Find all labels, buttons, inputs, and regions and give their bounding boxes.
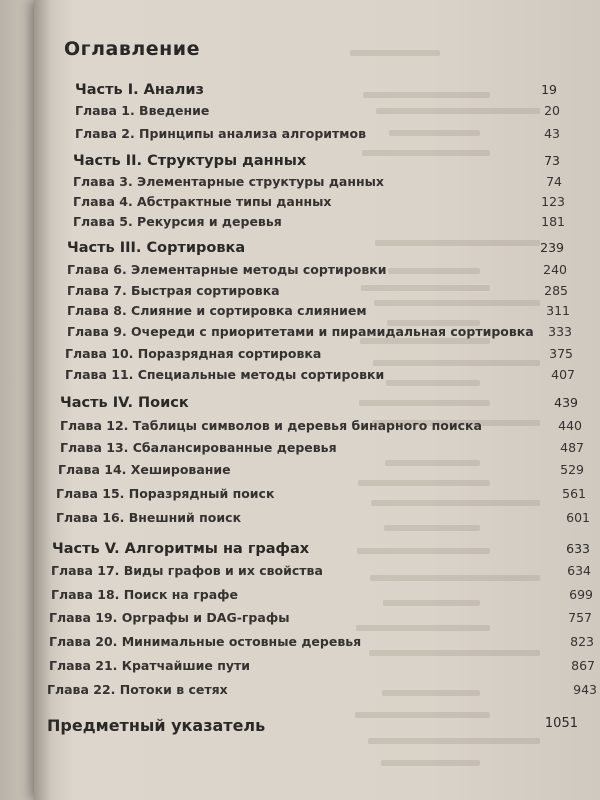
show-through-line [385,460,480,466]
toc-entry-label: Глава 3. Элементарные структуры данных [73,174,384,189]
toc-entry-page-number: 601 [566,510,590,525]
show-through-line [388,268,480,274]
toc-entry-page-number: 633 [566,541,590,556]
show-through-line [358,480,490,486]
toc-entry-page-number: 757 [568,610,592,625]
toc-entry-label: Глава 21. Кратчайшие пути [49,658,251,673]
toc-entry-page-number: 407 [551,367,575,382]
toc-entry-page-number: 529 [560,462,584,477]
toc-entry-label: Глава 15. Поразрядный поиск [56,486,275,501]
toc-entry-page-number: 699 [569,587,593,602]
toc-entry-page-number: 333 [548,324,572,339]
show-through-line [355,712,490,718]
toc-entry-page-number: 1051 [544,716,578,731]
toc-entry-label: Предметный указатель [47,716,266,735]
toc-entry-label: Глава 11. Специальные методы сортировки [65,367,385,382]
toc-entry-page-number: 867 [571,658,595,673]
show-through-line [368,738,540,744]
toc-entry-page-number: 375 [549,346,573,361]
show-through-line [374,300,540,306]
show-through-line [375,240,540,246]
toc-entry-label: Глава 4. Абстрактные типы данных [73,194,332,209]
toc-entry-label: Глава 2. Принципы анализа алгоритмов [75,126,367,141]
toc-entry-label: Часть II. Структуры данных [73,153,307,169]
toc-entry-label: Глава 10. Поразрядная сортировка [65,346,322,361]
show-through-line [359,400,490,406]
toc-entry-label: Часть IV. Поиск [60,395,189,411]
show-through-line [363,92,490,98]
toc-title: Оглавление [64,38,200,60]
toc-entry-label: Часть I. Анализ [75,82,204,98]
toc-entry-page-number: 73 [544,153,560,168]
toc-entry-label: Глава 22. Потоки в сетях [47,682,228,697]
toc-entry-page-number: 74 [546,174,562,189]
toc-entry-label: Глава 14. Хеширование [58,462,231,477]
show-through-line [389,130,480,136]
toc-entry-label: Глава 12. Таблицы символов и деревья бинарного поиска [60,418,482,433]
show-through-line [361,285,490,291]
show-through-line [373,360,540,366]
show-through-line [376,108,540,114]
toc-entry-label: Глава 9. Очереди с приоритетами и пирамидальная сортировка [67,324,534,339]
toc-entry-page-number: 943 [573,682,597,697]
toc-entry-label: Часть III. Сортировка [67,240,246,256]
toc-entry-page-number: 634 [567,563,591,578]
toc-entry-label: Часть V. Алгоритмы на графах [52,541,310,557]
show-through-line [371,500,540,506]
toc-entry-label: Глава 7. Быстрая сортировка [67,283,280,298]
toc-entry-page-number: 240 [543,262,567,277]
toc-entry-label: Глава 1. Введение [75,103,210,118]
show-through-line [369,650,540,656]
toc-entry-page-number: 123 [541,194,565,209]
toc-entry-page-number: 439 [554,395,578,410]
toc-entry-page-number: 181 [541,214,565,229]
toc-entry-label: Глава 19. Орграфы и DAG-графы [49,610,290,625]
toc-entry-page-number: 19 [541,82,557,97]
toc-entry-page-number: 285 [544,283,568,298]
show-through-line [356,625,490,631]
toc-entry-label: Глава 17. Виды графов и их свойства [51,563,323,578]
toc-entry-page-number: 440 [558,418,582,433]
toc-entry-label: Глава 6. Элементарные методы сортировки [67,262,387,277]
toc-entry-label: Глава 16. Внешний поиск [56,510,242,525]
toc-entry-label: Глава 13. Сбалансированные деревья [60,440,337,455]
toc-entry-page-number: 20 [544,103,560,118]
show-through-line [357,548,490,554]
toc-entry-label: Глава 20. Минимальные остовные деревья [49,634,362,649]
show-through-line [362,150,490,156]
toc-entry-page-number: 487 [560,440,584,455]
show-through-line [370,575,540,581]
show-through-line [383,600,480,606]
toc-entry-label: Глава 8. Слияние и сортировка слиянием [67,303,367,318]
show-through-line [382,690,480,696]
toc-entry-page-number: 561 [562,486,586,501]
show-through-line [386,380,480,386]
toc-entry-page-number: 239 [540,240,564,255]
toc-entry-page-number: 311 [546,303,570,318]
toc-entry-label: Глава 5. Рекурсия и деревья [73,214,282,229]
toc-entry-page-number: 43 [544,126,560,141]
toc-entry-label: Глава 18. Поиск на графе [51,587,239,602]
show-through-line [384,525,480,531]
toc-entry-page-number: 823 [570,634,594,649]
show-through-line [381,760,480,766]
show-through-line [350,50,440,56]
